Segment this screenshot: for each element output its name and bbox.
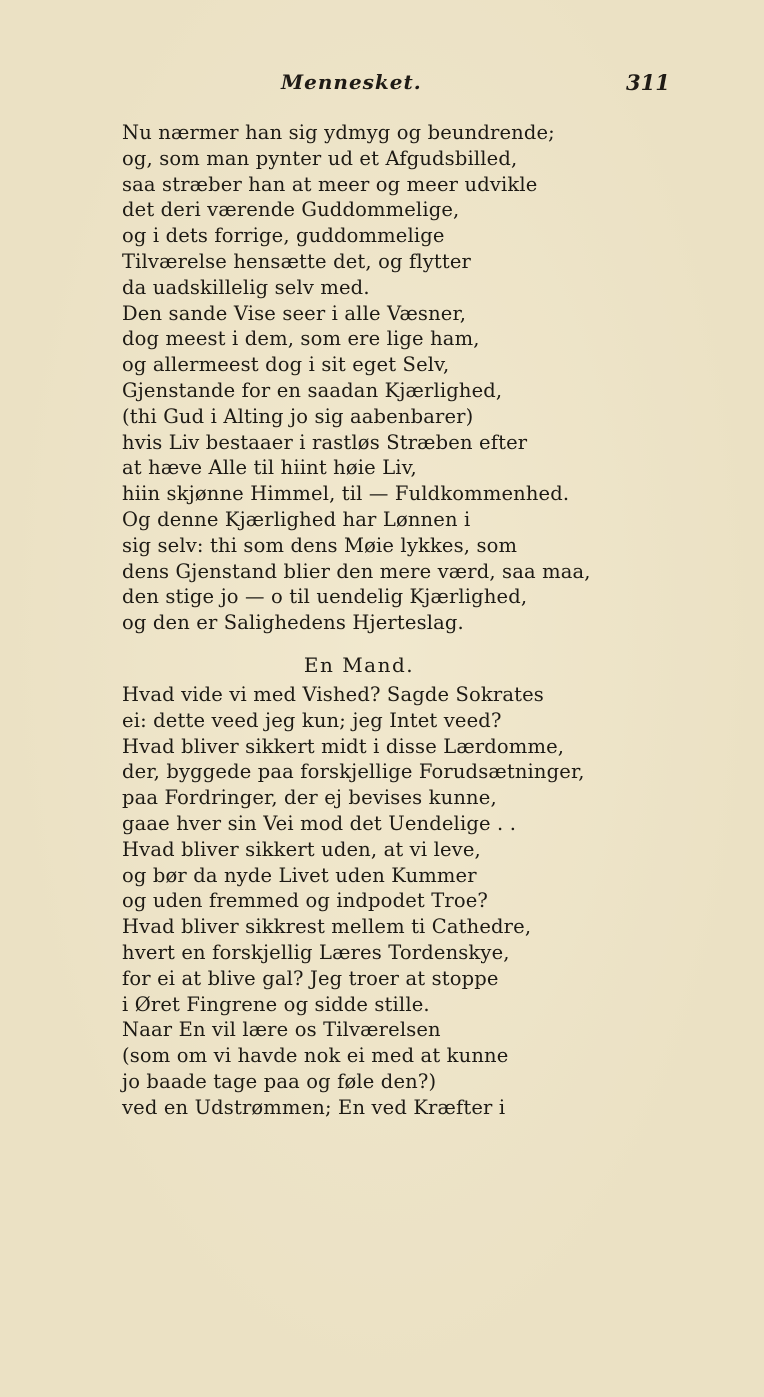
- verse-line: ved en Udstrømmen; En ved Kræfter i: [122, 1095, 506, 1119]
- poem-stanza-1: [122, 120, 591, 636]
- verse-line: Den sande Vise seer i alle Væsner,: [122, 301, 467, 325]
- verse-line: paa Fordringer, der ej bevises kunne,: [122, 786, 497, 810]
- verse-line: det deri værende Guddommelige,: [122, 198, 460, 222]
- verse-line: Hvad vide vi med Vished? Sagde Sokrates: [122, 683, 544, 706]
- verse-line: og den er Salighedens Hjerteslag.: [122, 611, 464, 635]
- section-heading: [0, 652, 764, 678]
- verse-line: og uden fremmed og indpodet Troe?: [122, 889, 489, 913]
- verse-line: jo baade tage paa og føle den?): [122, 1069, 437, 1093]
- verse-line: Tilværelse hensætte det, og flytter: [122, 249, 472, 273]
- verse-line: i Øret Fingrene og sidde stille.: [122, 992, 430, 1016]
- verse-line: der, byggede paa forskjellige Forudsætninger,: [122, 760, 585, 784]
- verse-line: Nu nærmer han sig ydmyg og beundrende;: [122, 121, 555, 144]
- poem-stanza-2: [122, 682, 585, 1121]
- verse-line: da uadskillelig selv med.: [122, 275, 370, 299]
- verse-line: hvert en forskjellig Læres Tordenskye,: [122, 940, 510, 964]
- verse-line: ei: dette veed jeg kun; jeg Intet veed?: [122, 708, 502, 732]
- verse-line: dens Gjenstand blier den mere værd, saa maa,: [122, 559, 591, 583]
- verse-line: (thi Gud i Alting jo sig aabenbarer): [122, 404, 474, 428]
- verse-line: at hæve Alle til hiint høie Liv,: [122, 456, 417, 480]
- running-head: [0, 70, 764, 100]
- verse-line: og i dets forrige, guddommelige: [122, 224, 445, 248]
- verse-line: (som om vi havde nok ei med at kunne: [122, 1044, 509, 1068]
- verse-line: hvis Liv bestaaer i rastløs Stræben efter: [122, 430, 528, 454]
- verse-line: gaae hver sin Vei mod det Uendelige . .: [122, 811, 517, 835]
- verse-line: Hvad bliver sikkert midt i disse Lærdomme,: [122, 734, 565, 758]
- verse-line: og allermeest dog i sit eget Selv,: [122, 353, 450, 377]
- verse-line: Hvad bliver sikkrest mellem ti Cathedre,: [122, 915, 532, 939]
- verse-line: hiin skjønne Himmel, til — Fuldkommenhed.: [122, 482, 570, 506]
- verse-line: Hvad bliver sikkert uden, at vi leve,: [122, 837, 481, 861]
- verse-line: den stige jo — o til uendelig Kjærlighed,: [122, 585, 528, 609]
- verse-line: og bør da nyde Livet uden Kummer: [122, 863, 477, 887]
- verse-line: Og denne Kjærlighed har Lønnen i: [122, 507, 471, 531]
- verse-line: sig selv: thi som dens Møie lykkes, som: [122, 533, 518, 557]
- speaker-heading: En Mand.: [303, 653, 415, 677]
- verse-line: Naar En vil lære os Tilværelsen: [122, 1018, 441, 1042]
- verse-line: for ei at blive gal? Jeg troer at stoppe: [122, 966, 499, 990]
- running-title: Mennesket.: [281, 70, 422, 94]
- verse-line: dog meest i dem, som ere lige ham,: [122, 327, 480, 351]
- verse-line: og, som man pynter ud et Afgudsbilled,: [122, 146, 518, 170]
- verse-line: Gjenstande for en saadan Kjærlighed,: [122, 378, 503, 402]
- page-number: 311: [626, 70, 670, 95]
- verse-line: saa stræber han at meer og meer udvikle: [122, 172, 538, 196]
